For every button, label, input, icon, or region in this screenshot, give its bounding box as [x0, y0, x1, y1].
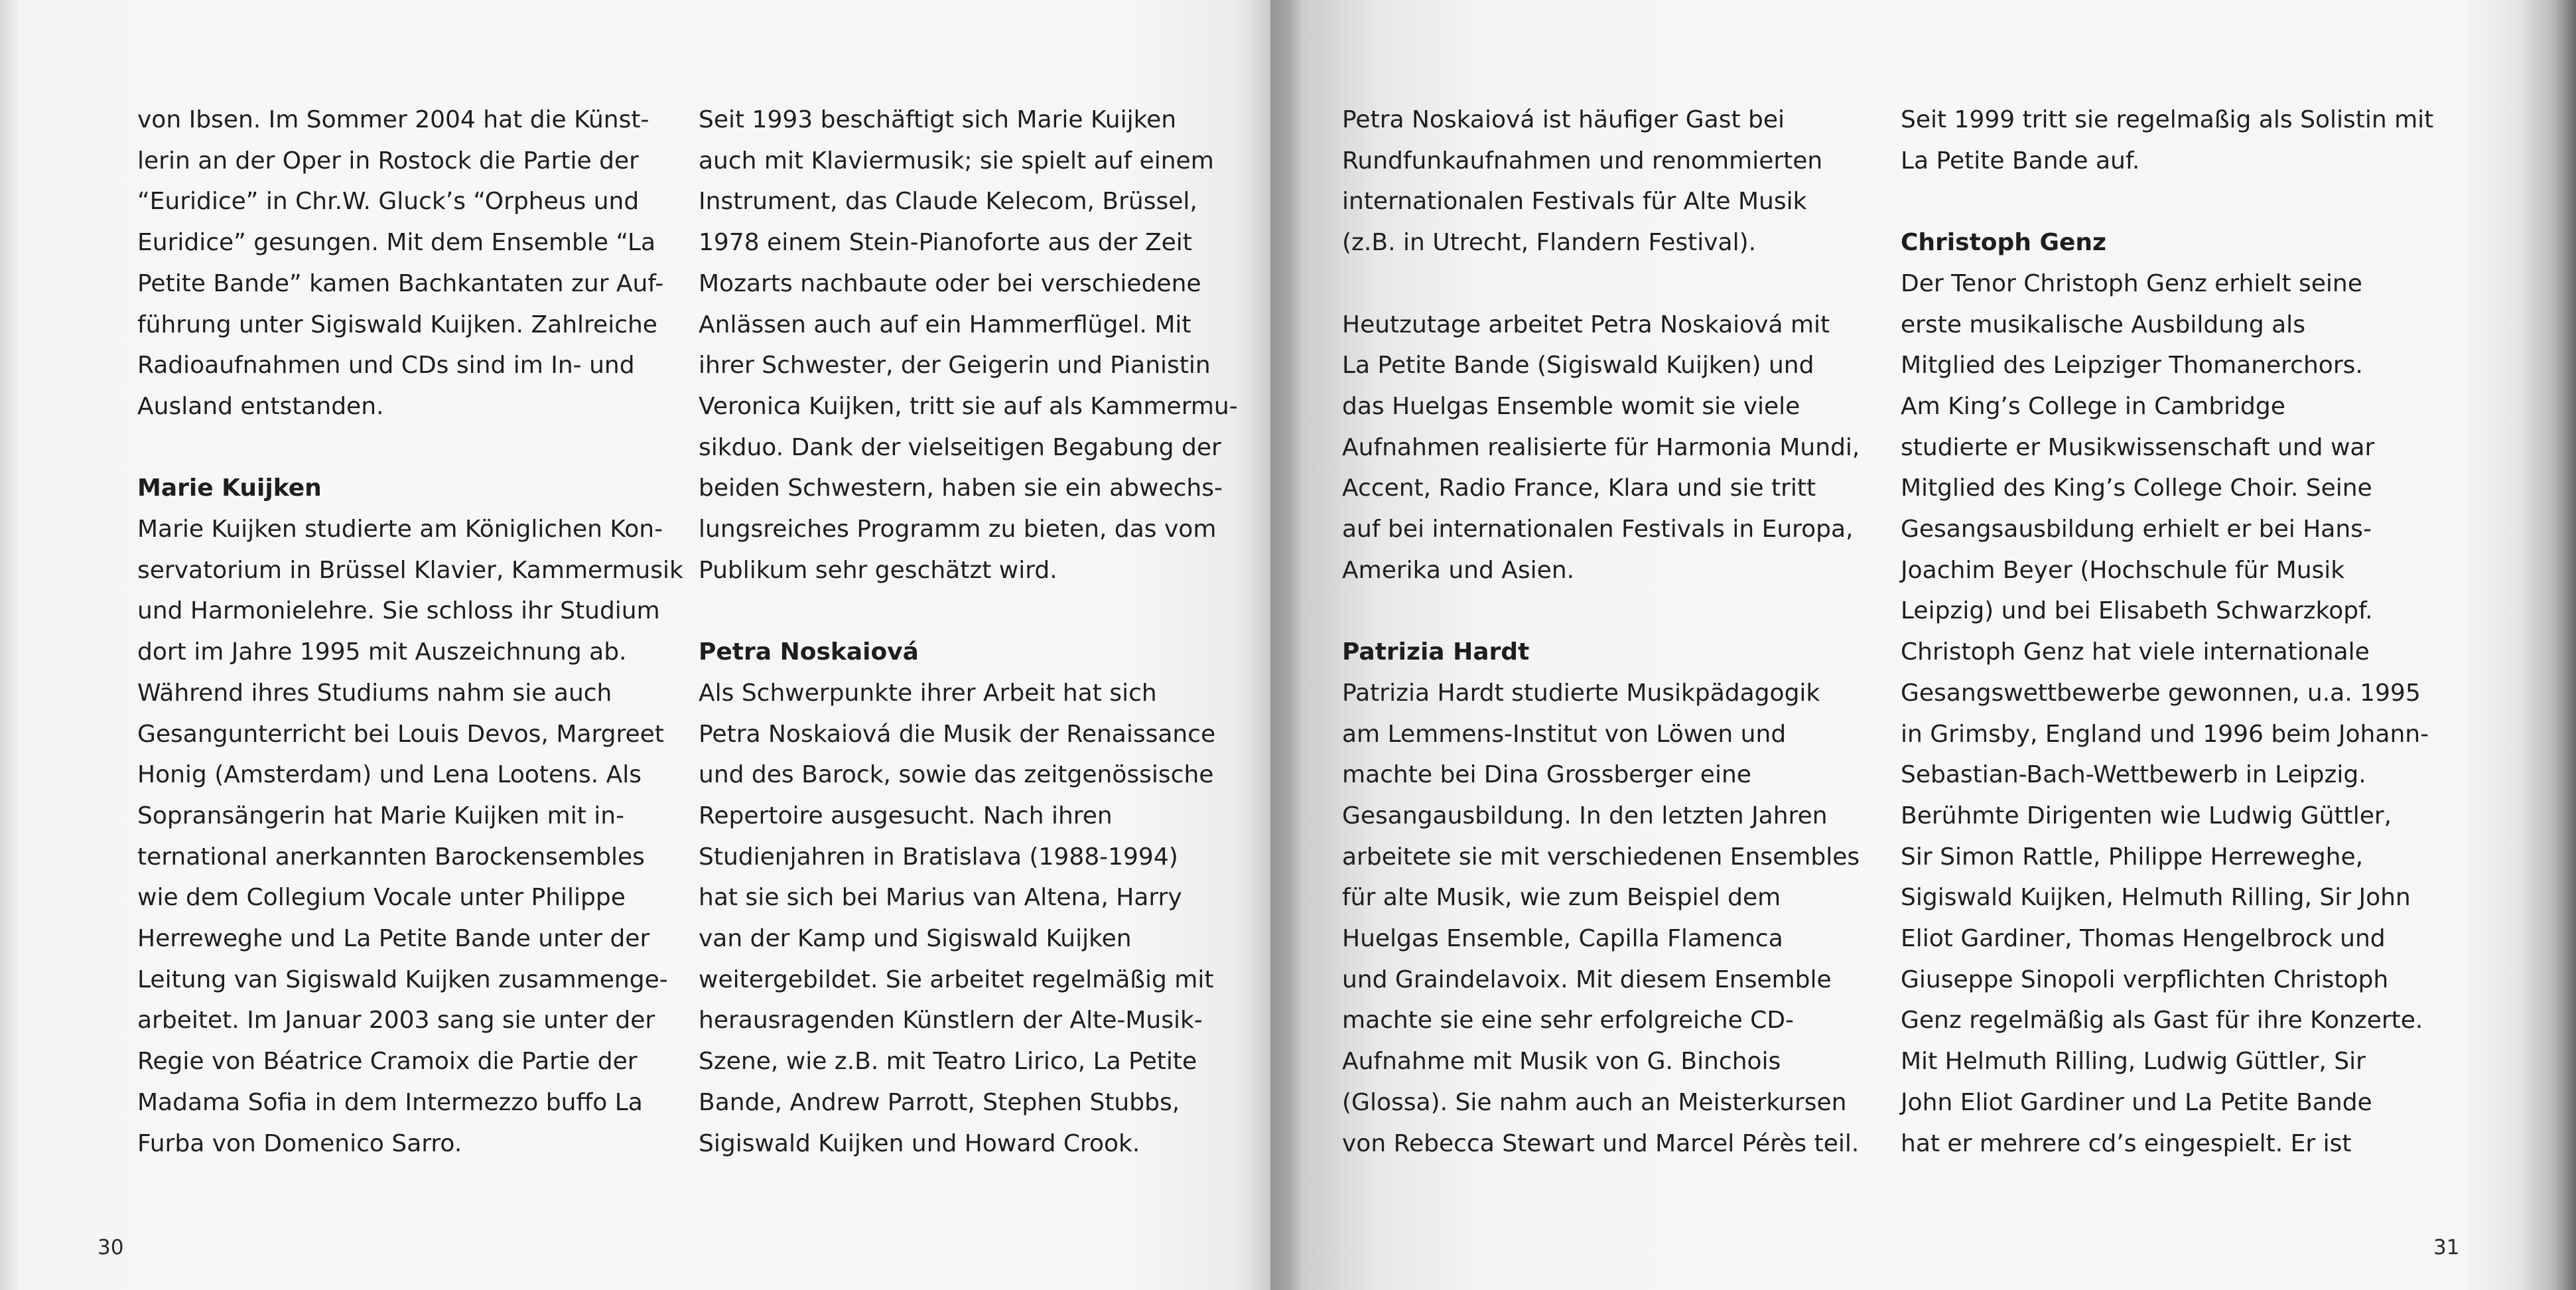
text-line: machte bei Dina Grossberger eine [1342, 761, 1751, 789]
left-page-column-2 [699, 100, 1238, 1164]
text-line: internationalen Festivals für Alte Musik [1342, 188, 1807, 216]
text-line: lerin an der Oper in Rostock die Partie der [137, 147, 639, 175]
section-heading: Marie Kuijken [137, 474, 322, 502]
text-line: Patrizia Hardt studierte Musikpädagogik [1342, 679, 1820, 707]
text-line: Mitglied des Leipziger Thomanerchors. [1901, 352, 2363, 380]
text-line: in Grimsby, England und 1996 beim Johann- [1901, 720, 2429, 748]
left-page [0, 0, 1270, 1290]
paragraph-gap [1342, 591, 1860, 632]
text-line: Honig (Amsterdam) und Lena Lootens. Als [137, 761, 642, 789]
text-line: van der Kamp und Sigiswald Kuijken [699, 925, 1132, 953]
text-line: servatorium in Brüssel Klavier, Kammermusik [137, 556, 683, 584]
text-line: von Rebecca Stewart und Marcel Pérès teil. [1342, 1129, 1860, 1157]
page-number-left: 30 [98, 1236, 124, 1259]
text-line: lungsreiches Programm zu bieten, das vom [699, 516, 1217, 543]
text-line: Publikum sehr geschätzt wird. [699, 556, 1057, 584]
text-line: (Glossa). Sie nahm auch an Meisterkursen [1342, 1088, 1847, 1116]
text-line: Seit 1993 beschäftigt sich Marie Kuijken [699, 106, 1177, 133]
right-page-column-2 [1901, 100, 2433, 1164]
text-line: Heutzutage arbeitet Petra Noskaiová mit [1342, 311, 1830, 338]
text-line: Sigiswald Kuijken und Howard Crook. [699, 1129, 1140, 1157]
right-page [1270, 0, 2576, 1290]
text-line: Herreweghe und La Petite Bande unter der [137, 925, 650, 953]
text-line: und des Barock, sowie das zeitgenössische [699, 761, 1214, 789]
text-line: Repertoire ausgesucht. Nach ihren [699, 802, 1113, 829]
text-line: Leitung van Sigiswald Kuijken zusammenge- [137, 966, 668, 993]
text-line: Eliot Gardiner, Thomas Hengelbrock und [1901, 925, 2386, 953]
text-line: Szene, wie z.B. mit Teatro Lirico, La Petite [699, 1048, 1197, 1076]
text-line: Seit 1999 tritt sie regelmaßig als Solistin mit [1901, 106, 2434, 133]
text-line: Gesangswettbewerbe gewonnen, u.a. 1995 [1901, 679, 2421, 707]
text-line: Mozarts nachbaute oder bei verschiedene [699, 269, 1201, 297]
text-line: Marie Kuijken studierte am Königlichen Kon- [137, 516, 663, 543]
text-line: Berühmte Dirigenten wie Ludwig Güttler, [1901, 802, 2392, 829]
text-line: weitergebildet. Sie arbeitet regelmäßig mit [699, 966, 1214, 993]
text-line: “Euridice” in Chr.W. Gluck’s “Orpheus und [137, 188, 640, 216]
text-line: von Ibsen. Im Sommer 2004 hat die Künst- [137, 106, 649, 133]
text-line: arbeitete sie mit verschiedenen Ensembles [1342, 843, 1860, 871]
text-line: arbeitet. Im Januar 2003 sang sie unter der [137, 1007, 655, 1035]
text-line: Bande, Andrew Parrott, Stephen Stubbs, [699, 1088, 1180, 1116]
text-line: für alte Musik, wie zum Beispiel dem [1342, 884, 1781, 912]
text-line: auf bei internationalen Festivals in Europa, [1342, 516, 1854, 543]
paragraph-gap [1342, 263, 1860, 305]
text-line: Der Tenor Christoph Genz erhielt seine [1901, 269, 2362, 297]
text-line: (z.B. in Utrecht, Flandern Festival). [1342, 229, 1757, 257]
page-number-right: 31 [2433, 1236, 2460, 1259]
text-line: Sir Simon Rattle, Philippe Herreweghe, [1901, 843, 2364, 871]
text-line: beiden Schwestern, haben sie ein abwechs- [699, 474, 1223, 502]
text-line: John Eliot Gardiner und La Petite Bande [1901, 1088, 2372, 1116]
paragraph-gap [1901, 181, 2433, 222]
book-spine-shadow [1247, 0, 1300, 1290]
text-line: Joachim Beyer (Hochschule für Musik [1901, 556, 2345, 584]
paragraph-gap [137, 427, 683, 468]
text-line: Aufnahmen realisierte für Harmonia Mundi, [1342, 433, 1860, 461]
text-line: Christoph Genz hat viele internationale [1901, 638, 2370, 666]
text-line: sikduo. Dank der vielseitigen Begabung der [699, 433, 1221, 461]
section-heading: Patrizia Hardt [1342, 638, 1530, 666]
text-line: Accent, Radio France, Klara und sie tritt [1342, 474, 1816, 502]
text-line: Furba von Domenico Sarro. [137, 1129, 462, 1157]
text-line: Ausland entstanden. [137, 392, 384, 420]
text-line: und Graindelavoix. Mit diesem Ensemble [1342, 966, 1832, 993]
text-line: Gesangunterricht bei Louis Devos, Margreet [137, 720, 664, 748]
text-line: Genz regelmäßig als Gast für ihre Konzerte. [1901, 1007, 2423, 1035]
right-page-column-1 [1342, 100, 1860, 1164]
text-line: studierte er Musikwissenschaft und war [1901, 433, 2375, 461]
text-line: Petra Noskaiová die Musik der Renaissance [699, 720, 1216, 748]
text-line: hat er mehrere cd’s eingespielt. Er ist [1901, 1129, 2352, 1157]
left-page-column-1 [137, 100, 683, 1164]
section-heading: Christoph Genz [1901, 229, 2106, 257]
text-line: Instrument, das Claude Kelecom, Brüssel, [699, 188, 1197, 216]
text-line: am Lemmens-Institut von Löwen und [1342, 720, 1787, 748]
text-line: Anlässen auch auf ein Hammerflügel. Mit [699, 311, 1191, 338]
text-line: Aufnahme mit Musik von G. Binchois [1342, 1048, 1781, 1076]
text-line: Veronica Kuijken, tritt sie auf als Kammermu- [699, 392, 1238, 420]
text-line: Regie von Béatrice Cramoix die Partie der [137, 1048, 638, 1076]
text-line: Huelgas Ensemble, Capilla Flamenca [1342, 925, 1783, 953]
text-line: Mitglied des King’s College Choir. Seine [1901, 474, 2372, 502]
text-line: machte sie eine sehr erfolgreiche CD- [1342, 1007, 1795, 1035]
text-line: führung unter Sigiswald Kuijken. Zahlreiche [137, 311, 657, 338]
text-line: und Harmonielehre. Sie schloss ihr Studium [137, 597, 660, 625]
text-line: ternational anerkannten Barockensembles [137, 843, 645, 871]
text-line: Als Schwerpunkte ihrer Arbeit hat sich [699, 679, 1157, 707]
text-line: La Petite Bande (Sigiswald Kuijken) und [1342, 352, 1814, 380]
text-line: Während ihres Studiums nahm sie auch [137, 679, 612, 707]
text-line: erste musikalische Ausbildung als [1901, 311, 2305, 338]
text-line: Petite Bande” kamen Bachkantaten zur Auf- [137, 269, 664, 297]
text-line: Sopransängerin hat Marie Kuijken mit in- [137, 802, 625, 829]
text-line: auch mit Klaviermusik; sie spielt auf einem [699, 147, 1214, 175]
text-line: Studienjahren in Bratislava (1988-1994) [699, 843, 1178, 871]
text-line: Petra Noskaiová ist häufiger Gast bei [1342, 106, 1785, 133]
text-line: ihrer Schwester, der Geigerin und Pianistin [699, 352, 1211, 380]
text-line: 1978 einem Stein-Pianoforte aus der Zeit [699, 229, 1192, 257]
text-line: Euridice” gesungen. Mit dem Ensemble “La [137, 229, 656, 257]
text-line: La Petite Bande auf. [1901, 147, 2140, 175]
text-line: Madama Sofia in dem Intermezzo buffo La [137, 1088, 643, 1116]
text-line: Amerika und Asien. [1342, 556, 1575, 584]
section-heading: Petra Noskaiová [699, 638, 919, 666]
text-line: Rundfunkaufnahmen und renommierten [1342, 147, 1823, 175]
text-line: hat sie sich bei Marius van Altena, Harry [699, 884, 1182, 912]
text-line: Sebastian-Bach-Wettbewerb in Leipzig. [1901, 761, 2366, 789]
text-line: herausragenden Künstlern der Alte-Musik- [699, 1007, 1203, 1035]
text-line: Mit Helmuth Rilling, Ludwig Güttler, Sir [1901, 1048, 2366, 1076]
text-line: Am King’s College in Cambridge [1901, 392, 2285, 420]
text-line: Gesangsausbildung erhielt er bei Hans- [1901, 516, 2372, 543]
text-line: Leipzig) und bei Elisabeth Schwarzkopf. [1901, 597, 2373, 625]
text-line: Giuseppe Sinopoli verpflichten Christoph [1901, 966, 2389, 993]
paragraph-gap [699, 591, 1238, 632]
text-line: wie dem Collegium Vocale unter Philippe [137, 884, 626, 912]
text-line: Sigiswald Kuijken, Helmuth Rilling, Sir John [1901, 884, 2411, 912]
text-line: das Huelgas Ensemble womit sie viele [1342, 392, 1800, 420]
text-line: Gesangausbildung. In den letzten Jahren [1342, 802, 1828, 829]
text-line: dort im Jahre 1995 mit Auszeichnung ab. [137, 638, 627, 666]
text-line: Radioaufnahmen und CDs sind im In- und [137, 352, 635, 380]
